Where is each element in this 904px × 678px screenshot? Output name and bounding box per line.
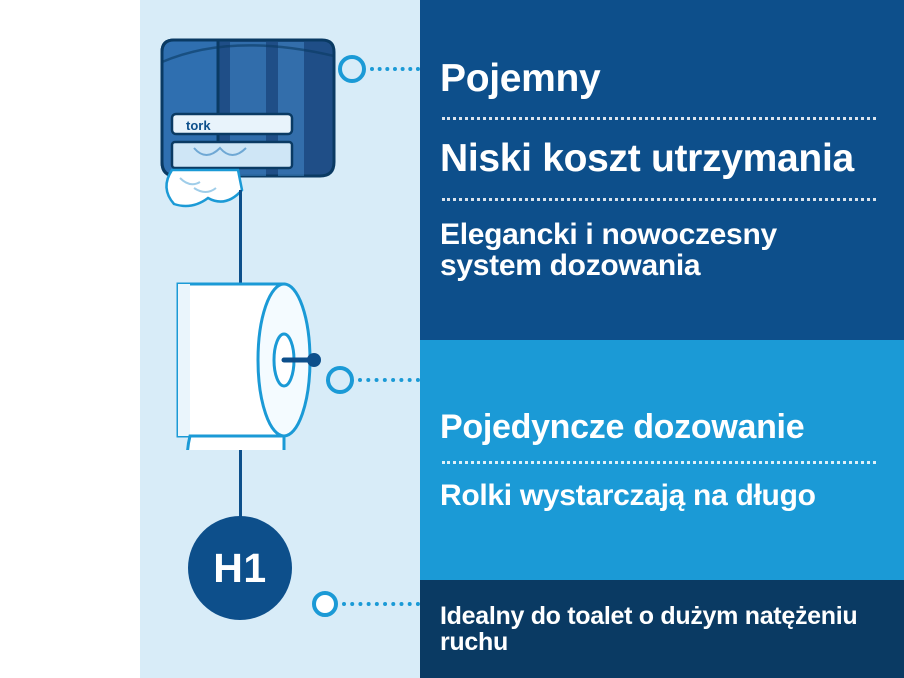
- connector-leader-2: [358, 378, 420, 382]
- feature-blocks: [420, 0, 904, 678]
- feature-text-low-cost: Niski koszt utrzymania: [440, 137, 854, 181]
- system-badge-h1: H1: [188, 516, 292, 620]
- connector-ring-2: [326, 366, 354, 394]
- dispenser-illustration: [150, 22, 350, 222]
- connector-ring-1: [338, 55, 366, 83]
- connector-leader-1: [370, 67, 420, 71]
- paper-roll-illustration: [160, 270, 340, 450]
- feature-text-long-lasting: Rolki wystarczają na długo: [440, 478, 816, 512]
- feature-divider-2: [442, 198, 876, 201]
- feature-text-single-sheet: Pojedyncze dozowanie: [440, 407, 805, 446]
- connector-leader-3: [342, 602, 420, 606]
- feature-text-high-traffic: Idealny do toalet o dużym natężeniu ruchu: [440, 601, 858, 656]
- connector-spine-lower: [239, 440, 242, 520]
- feature-divider-1: [442, 117, 876, 120]
- feature-text-modern-system: Elegancki i nowoczesny system dozowania: [440, 217, 777, 283]
- feature-block-tertiary: [420, 580, 904, 678]
- connector-ring-3: [312, 591, 338, 617]
- feature-divider-3: [442, 461, 876, 464]
- feature-block-secondary: [420, 340, 904, 580]
- svg-text:tork: tork: [186, 118, 211, 133]
- feature-block-primary: [420, 0, 904, 340]
- feature-text-capacity: Pojemny: [440, 56, 601, 100]
